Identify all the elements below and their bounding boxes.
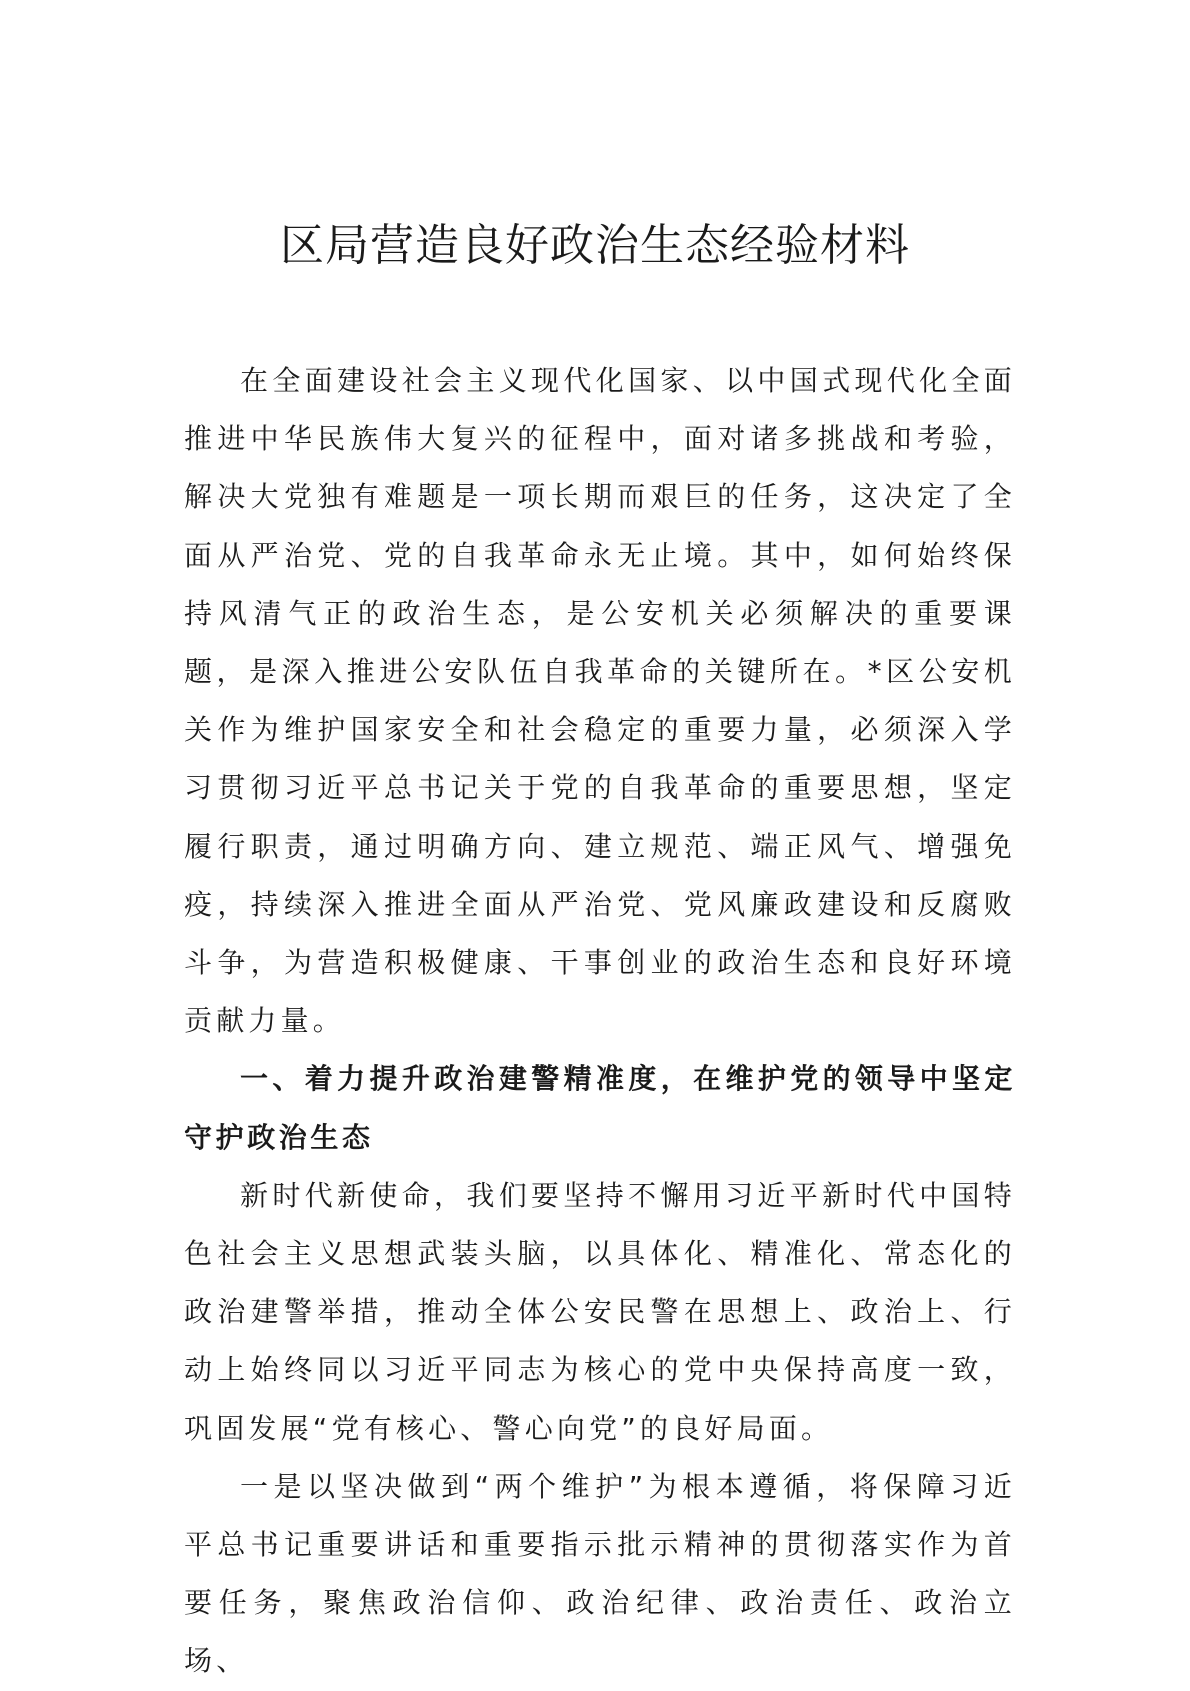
document-body bbox=[184, 352, 1016, 1691]
section-1-paragraph-2: 一是以坚决做到“两个维护”为根本遵循，将保障习近平总书记重要讲话和重要指示批示精神的贯彻落实作为首要任务，聚焦政治信仰、政治纪律、政治责任、政治立场、 bbox=[184, 1469, 1016, 1678]
paragraph-intro: 在全面建设社会主义现代化国家、以中国式现代化全面推进中华民族伟大复兴的征程中，面对诸多挑战和考验，解决大党独有难题是一项长期而艰巨的任务，这决定了全面从严治党、党的自我革命永无止境。其中，如何始终保持风清气正的政治生态，是公安机关必须解决的重要课题，是深入推进公安队伍自我革命的关键所在。*区公安机关作为维护国家安全和社会稳定的重要力量，必须深入学习贯彻习近平总书记关于党的自我革命的重要思想，坚定履行职责，通过明确方向、建立规范、端正风气、增强免疫，持续深入推进全面从严治党、党风廉政建设和反腐败斗争，为营造积极健康、干事创业的政治生态和良好环境贡献力量。 bbox=[184, 364, 1016, 1038]
section-1-paragraph-1: 新时代新使命，我们要坚持不懈用习近平新时代中国特色社会主义思想武装头脑，以具体化、精准化、常态化的政治建警举措，推动全体公安民警在思想上、政治上、行动上始终同以习近平同志为核心的党中央保持高度一致，巩固发展“党有核心、警心向党”的良好局面。 bbox=[184, 1178, 1016, 1445]
section-heading-1: 一、着力提升政治建警精准度，在维护党的领导中坚定守护政治生态 bbox=[184, 1062, 1016, 1154]
document-title: 区局营造良好政治生态经验材料 bbox=[280, 220, 910, 271]
